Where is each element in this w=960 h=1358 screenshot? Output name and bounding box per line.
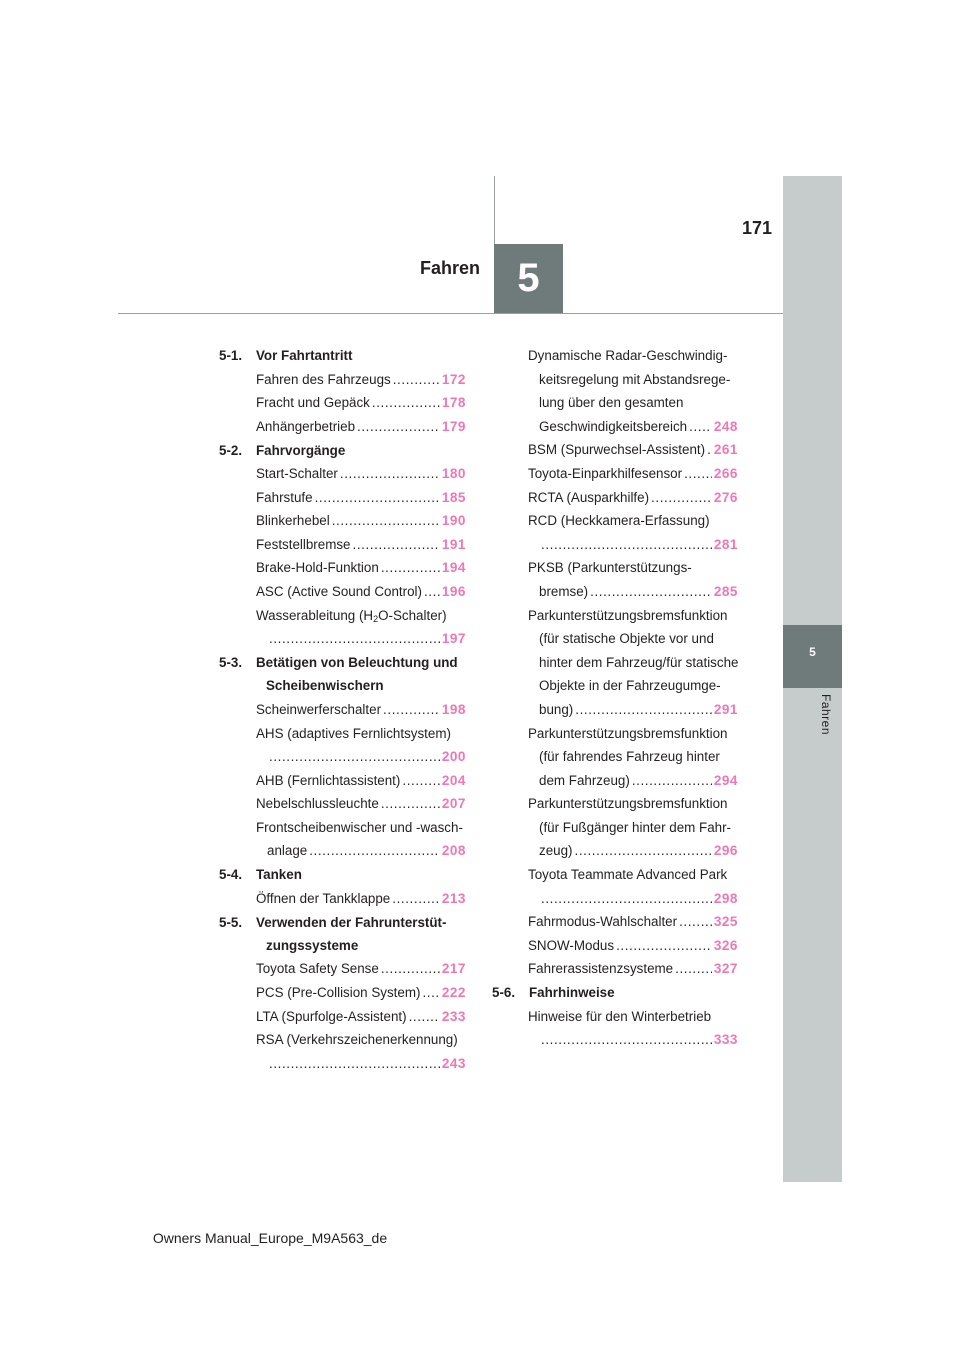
section-number: 5-2. [219, 442, 243, 458]
page-link[interactable]: 243 [441, 1055, 466, 1071]
entry-text: SNOW-Modus [528, 937, 615, 953]
entry-text: Nebelschlussleuchte [256, 796, 379, 812]
page-link[interactable]: 261 [713, 442, 738, 458]
entry-text-continued: (für statische Objekte vor und [539, 631, 714, 647]
toc-entry[interactable] [528, 604, 738, 722]
entry-text: Fahrerassistenzsysteme [528, 961, 674, 977]
entry-text-continued: (für Fußgänger hinter dem Fahr- [539, 819, 732, 835]
toc-entry[interactable] [256, 957, 466, 981]
toc-entry[interactable] [528, 344, 738, 438]
entry-text: Toyota-Einparkhilfesensor [528, 465, 683, 481]
entry-text: PKSB (Parkunterstützungs- [528, 560, 692, 576]
section-title-continued: Scheibenwischern [266, 678, 384, 694]
entry-text-continued: keitsregelung mit Abstandsrege- [539, 371, 731, 387]
page-link[interactable]: 179 [441, 418, 466, 434]
toc-entry[interactable] [256, 509, 466, 533]
page-link[interactable]: 172 [441, 371, 466, 387]
toc-entry[interactable] [256, 769, 466, 793]
section-title: Verwenden der Fahrunterstüt- [256, 914, 447, 930]
entry-text: Hinweise für den Winterbetrieb [528, 1008, 712, 1024]
page-link[interactable]: 194 [441, 560, 466, 576]
toc-entry[interactable] [528, 462, 738, 486]
entry-text-continued: dem Fahrzeug) [539, 772, 630, 788]
footer-text: Owners Manual_Europe_M9A563_de [152, 1230, 388, 1246]
page-link[interactable]: 196 [441, 583, 466, 599]
entry-text: AHB (Fernlichtassistent) [256, 772, 401, 788]
entry-text: Fahren des Fahrzeugs [256, 371, 391, 387]
toc-entry[interactable] [256, 580, 466, 604]
page-link[interactable]: 325 [713, 914, 738, 930]
page-link[interactable]: 222 [441, 985, 466, 1001]
toc-entry[interactable] [528, 792, 738, 863]
page-link[interactable]: 327 [713, 961, 738, 977]
entry-text-continued: hinter dem Fahrzeug/für statische [539, 654, 738, 670]
section-title: Fahrhinweise [529, 985, 615, 1001]
section-number: 5-5. [219, 914, 243, 930]
toc-entry[interactable] [256, 981, 466, 1005]
page-link[interactable]: 294 [713, 772, 738, 788]
page-link[interactable]: 291 [713, 701, 738, 717]
page-link[interactable]: 333 [713, 1032, 738, 1048]
entry-text: Fracht und Gepäck [256, 395, 370, 411]
entry-text: Feststellbremse [256, 536, 351, 552]
toc-entry[interactable] [256, 887, 466, 911]
toc-entry[interactable] [528, 509, 738, 556]
section-title: Fahrvorgänge [256, 442, 346, 458]
entry-text: Fahrmodus-Wahlschalter [528, 914, 678, 930]
entry-text-continued: (für fahrendes Fahrzeug hinter [539, 749, 720, 765]
chapter-tab-label: Fahren [819, 694, 833, 736]
toc-entry[interactable] [528, 438, 738, 462]
section-number: 5-4. [219, 867, 243, 883]
page-link[interactable]: 180 [441, 465, 466, 481]
entry-text-continued: bremse) [539, 583, 589, 599]
entry-text: Scheinwerferschalter [256, 701, 382, 717]
page-link[interactable]: 298 [713, 890, 738, 906]
toc-column-right [492, 344, 738, 1052]
entry-text: RCTA (Ausparkhilfe) [528, 489, 650, 505]
entry-text-continued: Objekte in der Fahrzeugumge- [539, 678, 721, 694]
entry-text: Parkunterstützungsbremsfunktion [528, 796, 728, 812]
toc-section-5-3[interactable] [219, 651, 466, 698]
toc-section-5-2[interactable] [219, 438, 466, 462]
page-link[interactable]: 178 [441, 395, 466, 411]
entry-text: RSA (Verkehrszeichenerkennung) [256, 1032, 458, 1048]
section-number: 5-1. [219, 348, 243, 364]
page-link[interactable]: 185 [441, 489, 466, 505]
page-link[interactable]: 198 [441, 701, 466, 717]
page-link[interactable]: 266 [713, 465, 738, 481]
page-number: 171 [741, 218, 772, 238]
page-link[interactable]: 208 [441, 843, 466, 859]
toc-entry[interactable] [256, 792, 466, 816]
entry-text: ASC (Active Sound Control) [256, 583, 422, 599]
entry-text: PCS (Pre-Collision System) [256, 985, 421, 1001]
toc-entry[interactable] [256, 415, 466, 439]
entry-text: Toyota Safety Sense [256, 961, 379, 977]
chapter-title: Fahren [419, 258, 480, 278]
toc-entry[interactable] [528, 910, 738, 934]
entry-text: Öffnen der Tankklappe [256, 890, 391, 906]
entry-text: Brake-Hold-Funktion [256, 560, 379, 576]
page-link[interactable]: 200 [441, 749, 466, 765]
chapter-tab-number: 5 [809, 645, 816, 659]
entry-text: Fahrstufe [256, 489, 313, 505]
toc-entry[interactable] [528, 934, 738, 958]
entry-text: BSM (Spurwechsel-Assistent) [528, 442, 706, 458]
entry-text-continued: Geschwindigkeitsbereich [539, 418, 688, 434]
page-link[interactable]: 248 [713, 418, 738, 434]
section-title-continued: zungssysteme [266, 937, 359, 953]
entry-text: Parkunterstützungsbremsfunktion [528, 607, 728, 623]
toc-entry[interactable] [528, 556, 738, 603]
toc-entry[interactable] [256, 391, 466, 415]
entry-text: Anhängerbetrieb [256, 418, 356, 434]
chapter-number-box: 5 [494, 244, 563, 313]
entry-text: Toyota Teammate Advanced Park [528, 867, 728, 883]
section-number: 5-3. [219, 655, 243, 671]
toc-entry[interactable] [528, 1005, 738, 1052]
entry-text: Parkunterstützungsbremsfunktion [528, 725, 728, 741]
page-link[interactable]: 207 [441, 796, 466, 812]
page-link[interactable]: 217 [441, 961, 466, 977]
toc-section-5-6[interactable] [492, 981, 738, 1005]
entry-text-continued: anlage [267, 843, 308, 859]
entry-text-continued: lung über den gesamten [539, 395, 684, 411]
header-divider-horizontal [118, 313, 783, 314]
toc-section-5-4[interactable] [219, 863, 466, 887]
toc-entry[interactable] [256, 533, 466, 557]
toc-section-5-1[interactable] [219, 344, 466, 368]
page-link[interactable]: 213 [441, 890, 466, 906]
toc-entry[interactable] [256, 462, 466, 486]
toc-entry[interactable] [528, 863, 738, 910]
toc-entry[interactable] [256, 1028, 466, 1075]
entry-text: LTA (Spurfolge-Assistent) [256, 1008, 407, 1024]
toc-entry[interactable] [256, 722, 466, 769]
entry-text: AHS (adaptives Fernlichtsystem) [256, 725, 451, 741]
toc-entry[interactable] [528, 722, 738, 793]
toc-section-5-5[interactable] [219, 910, 466, 957]
page-link[interactable]: 276 [713, 489, 738, 505]
toc-entry[interactable] [256, 816, 466, 863]
entry-text-continued: zeug) [539, 843, 573, 859]
page-link[interactable]: 285 [713, 583, 738, 599]
section-title: Tanken [256, 867, 302, 883]
toc-entry[interactable] [256, 556, 466, 580]
page-link[interactable]: 326 [713, 937, 738, 953]
entry-text: Blinkerhebel [256, 513, 330, 529]
toc-entry[interactable] [528, 957, 738, 981]
section-title: Betätigen von Beleuchtung und [256, 655, 458, 671]
page-link[interactable]: 281 [713, 536, 738, 552]
page-link[interactable]: 233 [441, 1008, 466, 1024]
entry-text-continued: bung) [539, 701, 574, 717]
section-number: 5-6. [492, 985, 516, 1001]
toc-entry[interactable] [256, 698, 466, 722]
toc-entry[interactable] [256, 486, 466, 510]
entry-text: Wasserableitung $(H_2O-Schalter)$ [256, 607, 447, 624]
toc-entry[interactable] [528, 486, 738, 510]
toc-entry[interactable] [256, 1005, 466, 1029]
entry-text: Start-Schalter [256, 465, 338, 481]
toc-entry[interactable] [256, 604, 466, 651]
chapter-tab[interactable] [783, 625, 842, 688]
toc-column-left [219, 344, 466, 1075]
entry-text: Dynamische Radar-Geschwindig- [528, 348, 728, 363]
entry-text: Frontscheibenwischer und -wasch- [256, 819, 463, 835]
toc-entry[interactable] [256, 368, 466, 392]
page-link[interactable]: 204 [441, 772, 466, 788]
section-title: Vor Fahrtantritt [256, 348, 353, 364]
page-link[interactable]: 296 [713, 843, 738, 859]
entry-text: RCD (Heckkamera-Erfassung) [528, 513, 710, 529]
page-link[interactable]: 191 [441, 536, 466, 552]
page-link[interactable]: 197 [441, 631, 466, 647]
page-link[interactable]: 190 [441, 513, 466, 529]
